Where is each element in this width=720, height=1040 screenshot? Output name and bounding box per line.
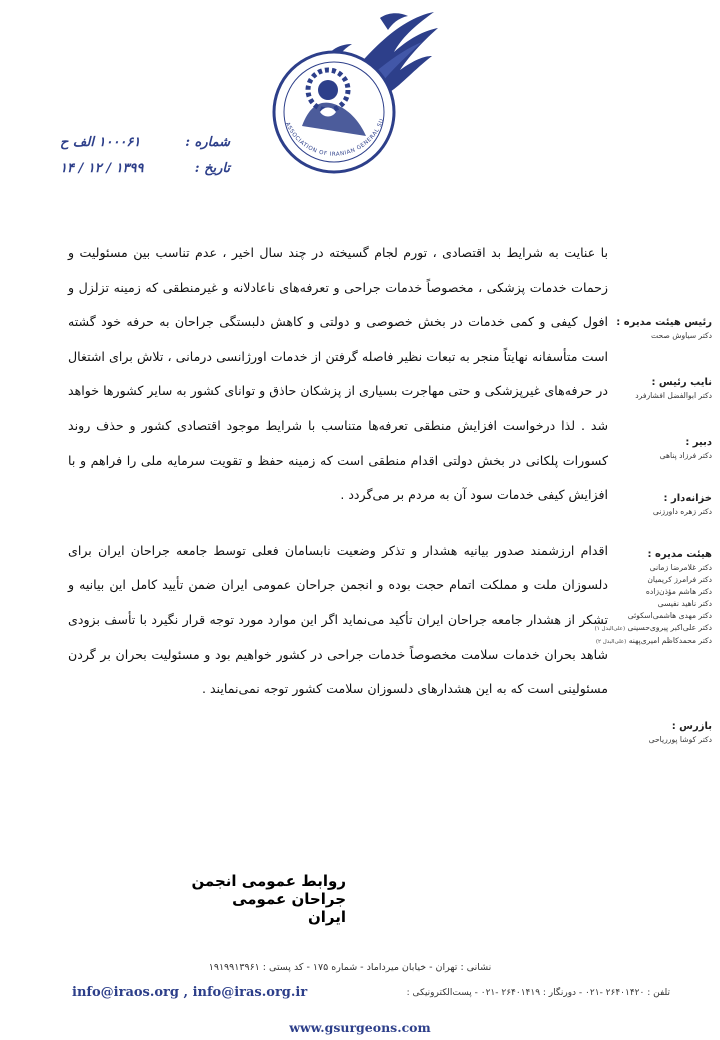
footer-emails[interactable]: info@iraos.org , info@iras.org.ir xyxy=(72,985,308,1000)
board-member: دکتر ناهید نفیسی xyxy=(657,599,712,608)
reference-date-value: ۱۳۹۹ / ۱۲ / ۱۴ xyxy=(60,161,144,176)
alternate-note: (علی‌البدل ۱) xyxy=(594,626,626,632)
vice-chair-block xyxy=(604,376,712,402)
treasurer-name: دکتر زهره داورزنی xyxy=(652,507,712,516)
treasurer-block xyxy=(604,492,712,518)
board-member: دکتر هاشم مؤذن‌زاده xyxy=(645,587,712,596)
inspector-name: دکتر کوشا پورریاحی xyxy=(648,735,712,744)
vice-name: دکتر ابوالفضل افشارفرد xyxy=(635,391,712,400)
board-block xyxy=(594,548,712,648)
reference-block xyxy=(60,130,230,182)
footer-address: نشانی : تهران - خیابان میرداماد - شماره ۱۷۵ - کد پستی : ۱۹۱۹۹۱۳۹۶۱ xyxy=(208,962,492,973)
body-paragraph-1: با عنایت به شرایط بد اقتصادی ، تورم لجام گسیخته در چند سال اخیر ، عدم تناسب بین مسئولیت و زحمات خدمات پزشکی ، مخصوصاً خدمات جراحی و تعرفه‌های ناعادلانه و غیرمنطقی که زمینه تزلزل و افول کیفی و کمی خدمات در بخش خصوصی و دولتی و کاهش دلبستگی جراحان به حرفه خود گشته است متأسفانه نهایتاً منجر به تبعات نظیر فاصله گرفتن از خدمات اورژانسی درمانی ، تلاش برای اشتغال در حرفه‌های غیرپزشکی و حتی مهاجرت بسیاری از پزشکان حاذق و توانای کشور به سایر کشورها خواهد شد . لذا درخواست افزایش منطقی تعرفه‌ها متناسب با شرایط موجود اقتصادی کشور و حذف روند کسورات پلکانی در بخش دولتی اقدام منطقی است که زمینه حفظ و تقویت سرمایه ملی را فراهم و با افزایش کیفی خدمات سود آن به مردم بر می‌گردد . xyxy=(68,245,608,503)
signature: روابط عمومی انجمن جراحان عمومی ایران xyxy=(191,872,346,926)
board-member: دکتر غلامرضا زمانی xyxy=(649,563,712,572)
board-member: دکتر فرامرز کریمیان xyxy=(647,575,712,584)
reference-number-row xyxy=(60,130,230,156)
board-member-name: دکتر محمدکاظم امیری‌پهنه xyxy=(628,636,712,645)
chair-block xyxy=(604,316,712,342)
board-member-name: دکتر علی‌اکبر پیروی‌حسینی xyxy=(627,623,712,632)
vice-title: نایب رئیس : xyxy=(651,377,712,388)
chair-title: رئیس هیئت مدیره : xyxy=(616,317,712,328)
body-paragraph-2: اقدام ارزشمند صدور بیانیه هشدار و تذکر وضعیت نابسامان فعلی توسط جامعه جراحان ایران برای دلسوزان ملت و مملکت اتمام حجت بوده و انجمن جراحان عمومی ایران ضمن تأیید کامل این بیانیه و تشکر از هشدار جامعه جراحان ایران تأکید می‌نماید اگر این موارد مورد توجه قرار نگیرد با تأسف بزودی شاهد بحران خدمات سلامت مخصوصاً خدمات جراحی در کشور خواهیم بود و مسئولیت بحران بر گردن مسئولینی است که به این هشدارهای دلسوزان سلامت کشور توجه نمی‌نمایند . xyxy=(68,542,608,697)
letter-body xyxy=(68,236,608,707)
footer-website-link[interactable]: www.gsurgeons.com xyxy=(289,1020,431,1035)
logo-text: ASSOCIATION OF IRANIAN GENERAL SU xyxy=(283,117,386,158)
secretary-name: دکتر فرزاد پناهی xyxy=(659,451,712,460)
reference-date-label: تاریخ : xyxy=(194,161,230,176)
inspector-title: بازرس : xyxy=(671,721,712,732)
treasurer-title: خزانه‌دار : xyxy=(663,493,712,504)
association-logo xyxy=(262,8,442,178)
board-title: هیئت مدیره : xyxy=(647,549,712,560)
inspector-block xyxy=(604,720,712,746)
secretary-title: دبیر : xyxy=(685,437,712,448)
secretary-block xyxy=(604,436,712,462)
reference-number-value: ۱۰۰۰۶۱ الف ح xyxy=(60,135,141,150)
alternate-note: (علی‌البدل ۲) xyxy=(595,639,627,645)
footer-phones: تلفن : ۲۶۴۰۱۴۲۰ -۰۲۱ - دورنگار : ۲۶۴۰۱۴۱۹ -۰۲۱ - پست‌الکترونیکی : xyxy=(406,988,670,998)
reference-date-row xyxy=(60,156,230,182)
board-member-alternate xyxy=(595,635,712,648)
reference-number-label: شماره : xyxy=(185,135,230,150)
chair-name: دکتر سیاوش صحت xyxy=(650,331,712,340)
board-member: دکتر مهدی هاشمی‌اسکوئی xyxy=(627,611,712,620)
board-member-alternate xyxy=(594,622,712,635)
